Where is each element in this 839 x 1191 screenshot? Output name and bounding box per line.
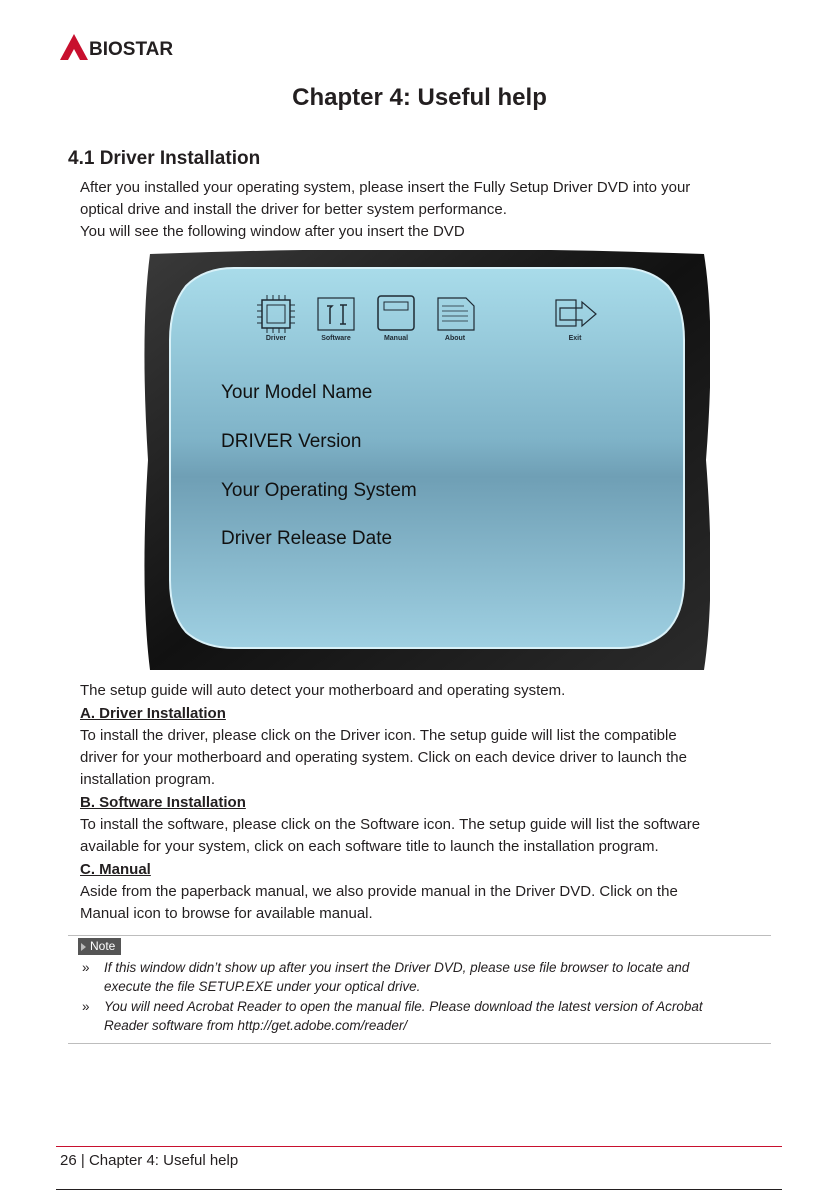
note-box bbox=[68, 935, 771, 1044]
software-installation-heading: B. Software Installation bbox=[80, 794, 246, 811]
toolbar-label-about: About bbox=[444, 335, 466, 342]
biostar-logo bbox=[58, 30, 198, 64]
logo-text: BIOSTAR bbox=[89, 39, 174, 60]
info-driver-version: DRIVER Version bbox=[221, 431, 362, 452]
bullet-icon: » bbox=[82, 960, 90, 975]
dvd-setup-window bbox=[144, 250, 710, 672]
note-item-2-line-1: You will need Acrobat Reader to open the manual file. Please download the latest version of Acrobat bbox=[104, 999, 703, 1014]
bullet-icon: » bbox=[82, 999, 90, 1014]
footer-chapter: Chapter 4: Useful help bbox=[88, 1152, 239, 1169]
section-title: 4.1 Driver Installation bbox=[68, 148, 261, 169]
driver-installation-heading: A. Driver Installation bbox=[80, 705, 226, 722]
page-number: 26 bbox=[60, 1152, 77, 1169]
note-item bbox=[82, 958, 762, 998]
software-installation-line-1: To install the software, please click on the Software icon. The setup guide will list the software bbox=[80, 816, 701, 833]
note-item-1-line-2: execute the file SETUP.EXE under your optical drive. bbox=[104, 979, 421, 994]
manual-line-1: Aside from the paperback manual, we also provide manual in the Driver DVD. Click on the bbox=[80, 883, 678, 900]
toolbar-label-driver: Driver bbox=[265, 335, 287, 342]
footer-bottom-rule bbox=[56, 1189, 782, 1190]
driver-installation-line-3: installation program. bbox=[80, 771, 216, 788]
note-label bbox=[78, 938, 121, 955]
driver-installation-line-2: driver for your motherboard and operating system. Click on each device driver to launch the bbox=[80, 749, 687, 766]
note-item-text bbox=[104, 958, 764, 996]
footer-separator: | bbox=[80, 1152, 85, 1169]
intro-line-1: After you installed your operating system, please insert the Fully Setup Driver DVD into your bbox=[80, 179, 691, 196]
note-label-text: Note bbox=[90, 939, 116, 953]
note-item-1-line-1: If this window didn’t show up after you insert the Driver DVD, please use file browser to locate and bbox=[104, 960, 690, 975]
info-model-name: Your Model Name bbox=[221, 382, 373, 403]
footer-divider bbox=[56, 1146, 782, 1147]
toolbar-label-software: Software bbox=[321, 335, 351, 342]
auto-detect-text: The setup guide will auto detect your motherboard and operating system. bbox=[80, 682, 566, 699]
footer bbox=[60, 1152, 238, 1169]
note-item-text bbox=[104, 997, 764, 1035]
intro-line-3: You will see the following window after you insert the DVD bbox=[80, 223, 465, 240]
toolbar-label-exit: Exit bbox=[568, 335, 582, 342]
info-operating-system: Your Operating System bbox=[221, 480, 417, 501]
note-item-2-line-2: Reader software from http://get.adobe.com/reader/ bbox=[104, 1018, 408, 1033]
driver-installation-line-1: To install the driver, please click on the Driver icon. The setup guide will list the compatible bbox=[80, 727, 677, 744]
manual-heading: C. Manual bbox=[80, 861, 151, 878]
toolbar-label-manual: Manual bbox=[383, 335, 409, 342]
info-release-date: Driver Release Date bbox=[221, 528, 393, 549]
software-installation-line-2: available for your system, click on each software title to launch the installation program. bbox=[80, 838, 659, 855]
intro-line-2: optical drive and install the driver for better system performance. bbox=[80, 201, 507, 218]
chapter-title: Chapter 4: Useful help bbox=[292, 84, 547, 111]
note-item bbox=[82, 997, 762, 1037]
manual-line-2: Manual icon to browse for available manual. bbox=[80, 905, 373, 922]
note-arrow-icon bbox=[81, 943, 86, 951]
